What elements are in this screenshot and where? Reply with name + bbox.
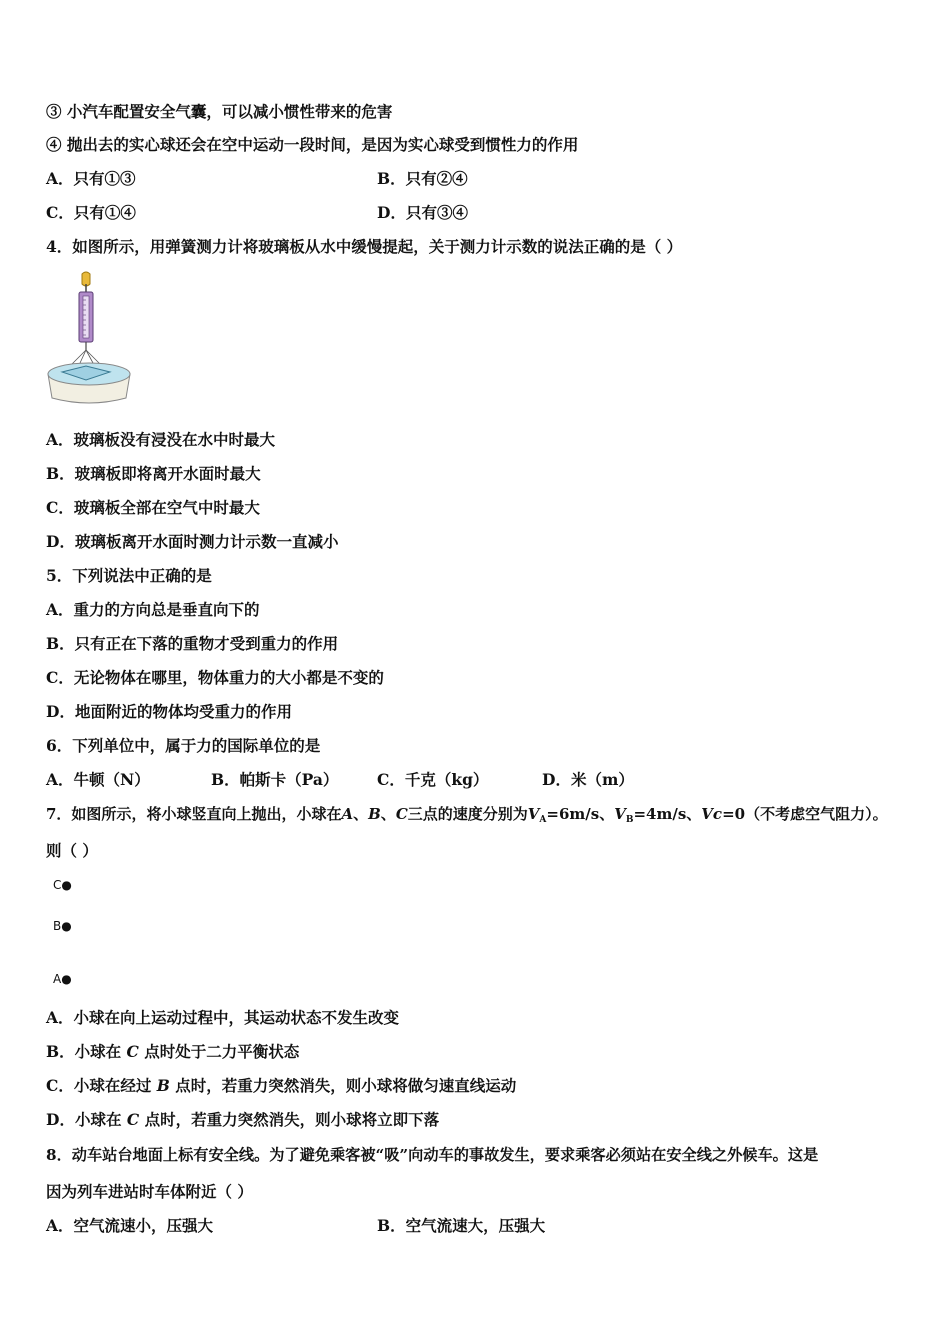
q5-option-c: C．无论物体在哪里，物体重力的大小都是不变的 — [46, 668, 384, 687]
q3-statement-3: ③ 小汽车配置安全气囊，可以减小惯性带来的危害 — [46, 102, 393, 121]
q5-option-b: B．只有正在下落的重物才受到重力的作用 — [46, 634, 339, 653]
q5-stem: 5．下列说法中正确的是 — [46, 566, 212, 585]
q4-option-c: C．玻璃板全部在空气中时最大 — [46, 498, 260, 517]
q3-option-b: B．只有②④ — [377, 169, 468, 188]
q3-option-a: A．只有①③ — [46, 169, 136, 188]
q6-option-d: D．米（m） — [542, 770, 634, 789]
q4-option-a: A．玻璃板没有浸没在水中时最大 — [46, 430, 276, 449]
hand-hook-shape — [82, 272, 90, 286]
q4-option-b: B．玻璃板即将离开水面时最大 — [46, 464, 261, 483]
q3-option-d: D．只有③④ — [377, 203, 468, 222]
q4-option-d: D．玻璃板离开水面时测力计示数一直减小 — [46, 532, 339, 551]
q7-option-b: B．小球在 C 点时处于二力平衡状态 — [46, 1042, 300, 1061]
q6-option-a: A．牛顿（N） — [46, 770, 150, 789]
point-b-label: B● — [53, 919, 72, 933]
q5-option-a: A．重力的方向总是垂直向下的 — [46, 600, 260, 619]
q4-stem: 4．如图所示，用弹簧测力计将玻璃板从水中缓慢提起，关于测力计示数的说法正确的是（ ） — [46, 237, 683, 256]
q6-stem: 6．下列单位中，属于力的国际单位的是 — [46, 736, 321, 755]
scale-window — [83, 296, 89, 338]
q5-option-d: D．地面附近的物体均受重力的作用 — [46, 702, 292, 721]
q7-stem: 7．如图所示，将小球竖直向上抛出，小球在A、B、C三点的速度分别为$V_A=6m/s$、$V_B=4m/s$、Vc=0（不考虑空气阻力）。 — [46, 805, 888, 825]
q6-option-c: C．千克（kg） — [377, 770, 489, 789]
point-a-label: A● — [53, 972, 72, 986]
q8-stem: 8．动车站台地面上标有安全线。为了避免乘客被“吸”向动车的事故发生，要求乘客必须站在安全线之外候车。这是 — [46, 1146, 819, 1164]
q7-stem-cont: 则（ ） — [46, 841, 98, 860]
q7-option-c: C．小球在经过 B 点时，若重力突然消失，则小球将做匀速直线运动 — [46, 1076, 517, 1095]
q6-option-b: B．帕斯卡（Pa） — [211, 770, 339, 789]
spring-scale-figure — [44, 270, 134, 410]
q7-option-a: A．小球在向上运动过程中，其运动状态不发生改变 — [46, 1008, 400, 1027]
q8-stem-cont: 因为列车进站时车体附近（ ） — [46, 1182, 253, 1201]
q8-option-b: B．空气流速大，压强大 — [377, 1216, 546, 1235]
q8-option-a: A．空气流速小，压强大 — [46, 1216, 214, 1235]
q7-option-d: D．小球在 C 点时，若重力突然消失，则小球将立即下落 — [46, 1110, 440, 1129]
q3-statement-4: ④ 抛出去的实心球还会在空中运动一段时间，是因为实心球受到惯性力的作用 — [46, 135, 579, 154]
q3-option-c: C．只有①④ — [46, 203, 136, 222]
point-c-label: C● — [53, 878, 72, 892]
